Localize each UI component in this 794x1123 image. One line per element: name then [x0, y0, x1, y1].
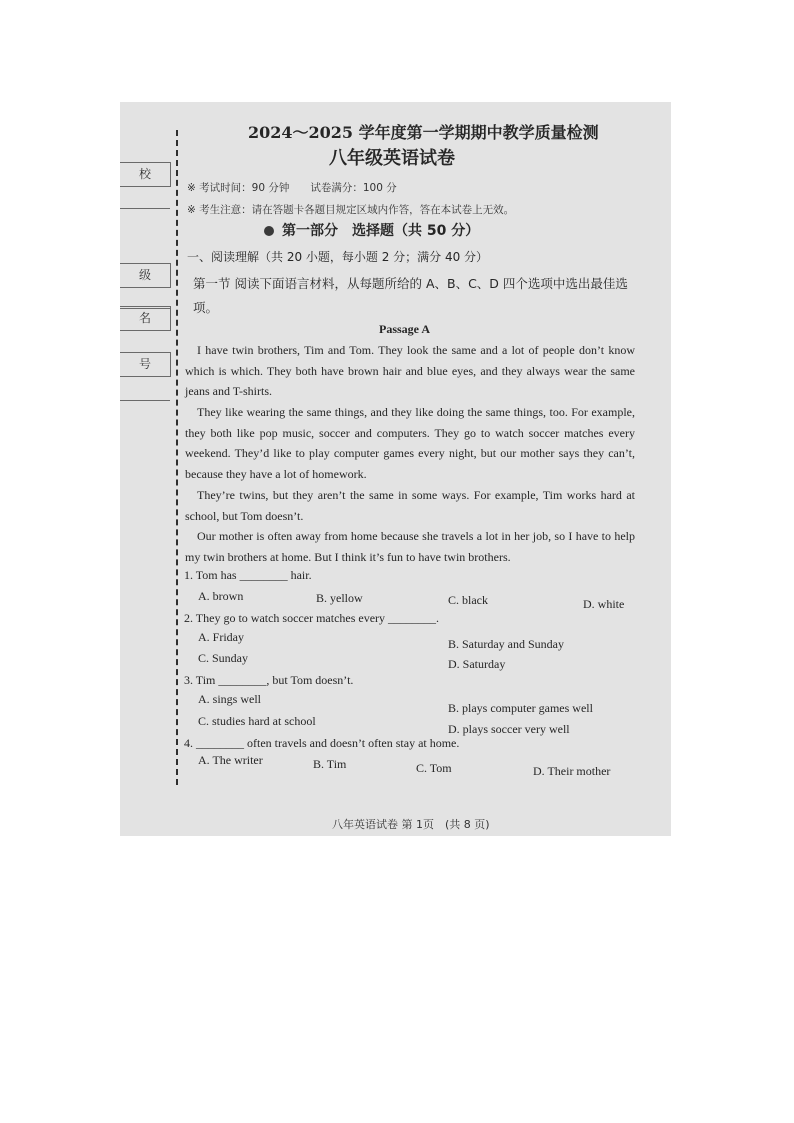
question-option: A. The writer: [198, 753, 263, 767]
exam-time-note: ※ 考试时间：90 分钟 试卷满分：100 分: [187, 182, 397, 194]
question-stem: 2. They go to watch soccer matches every ________.: [184, 611, 440, 625]
reading-part-heading: 一、阅读理解（共 20 小题，每小题 2 分；满分 40 分）: [187, 250, 489, 264]
passage-paragraph: They like wearing the same things, and they like doing the same things, too. For example, they both like pop music, soccer and computers. They go to watch soccer matches every weekend. They’d like to play computer games every night, but our mother says they can’t, because they have a lot of homework.: [185, 405, 635, 481]
side-label-number: 号: [120, 352, 171, 377]
question-option: D. white: [583, 597, 625, 611]
bullet-dot-icon: [264, 226, 274, 236]
side-label-school: 校: [120, 162, 171, 187]
exam-title: 2024～2025 学年度第一学期期中教学质量检测: [248, 123, 599, 142]
section-title: 第一部分 选择题（共 50 分）: [282, 223, 480, 239]
exam-subtitle: 八年级英语试卷: [329, 148, 455, 169]
question-option: A. sings well: [198, 692, 261, 706]
exam-attention-note: ※ 考生注意：请在答题卡各题目规定区域内作答，答在本试卷上无效。: [187, 204, 515, 216]
side-divider: [120, 400, 170, 401]
question-option: B. Saturday and Sunday: [448, 637, 564, 651]
passage-paragraph: I have twin brothers, Tim and Tom. They look the same and a lot of people don’t know which is which. They both have brown hair and blue eyes, and they always wear the same jeans and T-shirts.: [185, 343, 635, 398]
passage-title: Passage A: [379, 322, 430, 336]
reading-instruction: 第一节 阅读下面语言材料，从每题所给的 A、B、C、D 四个选项中选出最佳选项。: [193, 276, 628, 315]
side-label-class: 级: [120, 263, 171, 288]
section-heading: [264, 220, 479, 240]
question-option: A. brown: [198, 589, 244, 603]
side-label-name: 名: [120, 306, 171, 331]
side-divider: [120, 208, 170, 209]
page-footer: 八年英语试卷 第 1页 (共 8 页): [332, 818, 490, 831]
question-option: D. Saturday: [448, 657, 506, 671]
question-option: B. yellow: [316, 591, 363, 605]
question-option: C. Tom: [416, 761, 452, 775]
binding-dashed-line: [176, 130, 178, 785]
question-option: C. black: [448, 593, 488, 607]
question-option: B. plays computer games well: [448, 701, 593, 715]
passage-paragraph: They’re twins, but they aren’t the same in some ways. For example, Tim works hard at school, but Tom doesn’t.: [185, 488, 635, 523]
question-option: C. Sunday: [198, 651, 249, 665]
question-option: C. studies hard at school: [198, 714, 316, 728]
question-stem: 1. Tom has ________ hair.: [184, 568, 312, 582]
passage-paragraph: Our mother is often away from home because she travels a lot in her job, so I have to help my twin brothers at home. But I think it’s fun to have twin brothers.: [185, 529, 635, 564]
question-option: B. Tim: [313, 757, 347, 771]
question-option: A. Friday: [198, 630, 244, 644]
question-stem: 4. ________ often travels and doesn’t often stay at home.: [184, 736, 460, 750]
question-option: D. plays soccer very well: [448, 722, 570, 736]
scanned-exam-page: [120, 102, 671, 836]
question-stem: 3. Tim ________, but Tom doesn’t.: [184, 673, 354, 687]
question-option: D. Their mother: [533, 764, 611, 778]
